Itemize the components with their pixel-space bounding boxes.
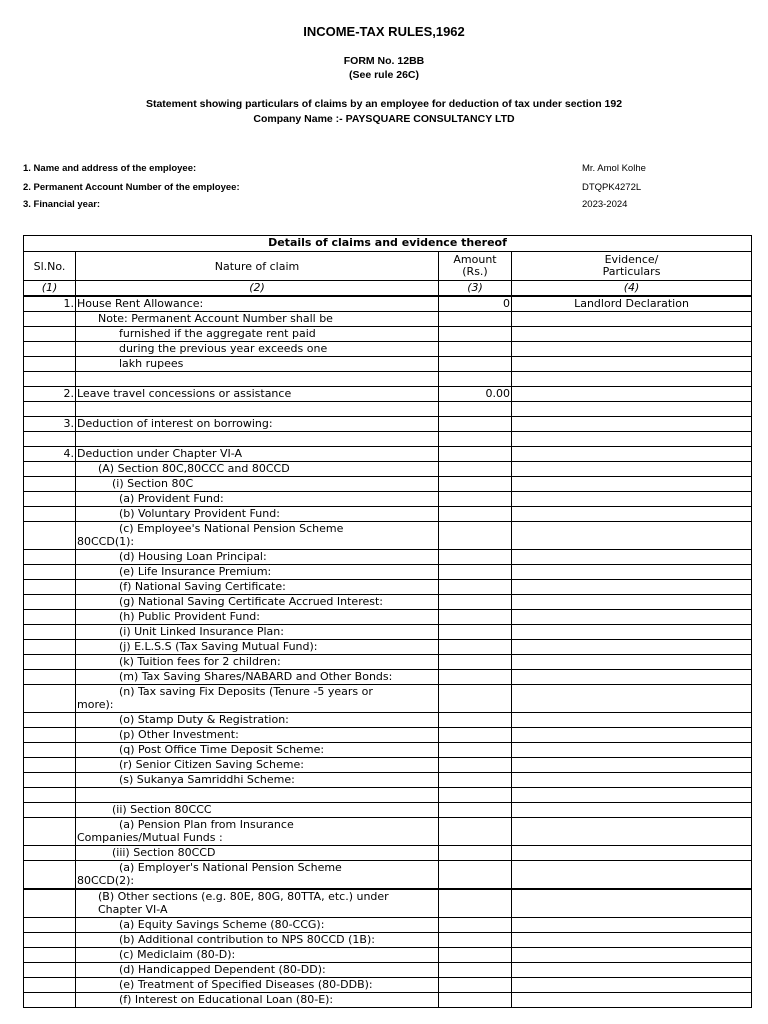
claim-amount	[439, 492, 512, 507]
claim-nature: (s) Sukanya Samriddhi Scheme:	[76, 773, 439, 788]
table-row	[24, 743, 752, 758]
claim-slno	[24, 773, 76, 788]
claim-amount	[439, 889, 512, 918]
claim-evidence	[512, 933, 752, 948]
claim-evidence: Landlord Declaration	[512, 296, 752, 312]
claim-nature: Deduction of interest on borrowing:	[76, 417, 439, 432]
claim-slno	[24, 978, 76, 993]
claim-nature: (o) Stamp Duty & Registration:	[76, 713, 439, 728]
column-number-1: (1)	[24, 281, 76, 297]
claim-slno	[24, 713, 76, 728]
claim-amount: 0	[439, 296, 512, 312]
claim-amount: 0.00	[439, 387, 512, 402]
claim-evidence	[512, 342, 752, 357]
claim-nature: (k) Tuition fees for 2 children:	[76, 655, 439, 670]
claim-evidence	[512, 595, 752, 610]
claim-evidence	[512, 918, 752, 933]
claim-slno	[24, 595, 76, 610]
table-row	[24, 492, 752, 507]
claim-amount	[439, 477, 512, 492]
column-number-row	[24, 281, 752, 297]
claim-slno	[24, 372, 76, 387]
claim-slno	[24, 432, 76, 447]
claims-body	[24, 296, 752, 1008]
employee-name-label: 1. Name and address of the employee:	[23, 163, 197, 174]
statement-title: Statement showing particulars of claims by an employee for deduction of tax under section 192	[145, 98, 623, 110]
table-row	[24, 327, 752, 342]
table-row	[24, 846, 752, 861]
claim-nature	[76, 432, 439, 447]
table-row	[24, 818, 752, 846]
claim-evidence	[512, 312, 752, 327]
claim-slno: 4.	[24, 447, 76, 462]
claim-evidence	[512, 803, 752, 818]
claim-evidence	[512, 462, 752, 477]
claim-slno	[24, 846, 76, 861]
claim-amount	[439, 357, 512, 372]
claim-slno	[24, 625, 76, 640]
claim-evidence	[512, 640, 752, 655]
claim-amount	[439, 685, 512, 713]
claim-nature: (g) National Saving Certificate Accrued Interest:	[76, 595, 439, 610]
table-row	[24, 728, 752, 743]
claim-amount	[439, 327, 512, 342]
claim-slno	[24, 670, 76, 685]
claim-slno: 3.	[24, 417, 76, 432]
claim-amount	[439, 432, 512, 447]
claim-amount	[439, 342, 512, 357]
claim-evidence	[512, 565, 752, 580]
claims-table	[23, 235, 752, 1008]
claim-slno	[24, 933, 76, 948]
claim-amount	[439, 312, 512, 327]
claim-amount	[439, 655, 512, 670]
claim-slno	[24, 743, 76, 758]
claim-evidence	[512, 685, 752, 713]
claim-nature: (a) Provident Fund:	[76, 492, 439, 507]
table-row	[24, 432, 752, 447]
column-number-2: (2)	[76, 281, 439, 297]
claim-nature: (i) Unit Linked Insurance Plan:	[76, 625, 439, 640]
claim-slno	[24, 565, 76, 580]
claim-nature: (e) Treatment of Specified Diseases (80-DDB):	[76, 978, 439, 993]
table-row	[24, 655, 752, 670]
claim-evidence	[512, 432, 752, 447]
claim-evidence	[512, 655, 752, 670]
claim-slno	[24, 788, 76, 803]
claim-slno	[24, 357, 76, 372]
claim-evidence	[512, 993, 752, 1008]
rule-reference: (See rule 26C)	[348, 69, 420, 81]
claim-nature: (d) Housing Loan Principal:	[76, 550, 439, 565]
claim-evidence	[512, 670, 752, 685]
claim-nature: (m) Tax Saving Shares/NABARD and Other Bonds:	[76, 670, 439, 685]
claim-slno	[24, 655, 76, 670]
table-row	[24, 565, 752, 580]
claim-nature: (d) Handicapped Dependent (80-DD):	[76, 963, 439, 978]
table-row	[24, 372, 752, 387]
table-row	[24, 948, 752, 963]
claim-evidence	[512, 625, 752, 640]
claim-nature: (j) E.L.S.S (Tax Saving Mutual Fund):	[76, 640, 439, 655]
claim-evidence	[512, 492, 752, 507]
table-row	[24, 477, 752, 492]
table-row	[24, 963, 752, 978]
claim-amount	[439, 963, 512, 978]
employee-pan-label: 2. Permanent Account Number of the employee:	[23, 182, 240, 193]
claim-amount	[439, 580, 512, 595]
claim-nature: (b) Voluntary Provident Fund:	[76, 507, 439, 522]
claim-amount	[439, 670, 512, 685]
table-row	[24, 861, 752, 890]
table-row	[24, 713, 752, 728]
claim-evidence	[512, 477, 752, 492]
claim-amount	[439, 803, 512, 818]
claim-slno	[24, 889, 76, 918]
claim-evidence	[512, 861, 752, 890]
claim-amount	[439, 728, 512, 743]
claim-amount	[439, 625, 512, 640]
company-name: Company Name :- PAYSQUARE CONSULTANCY LTD	[253, 113, 515, 125]
claim-amount	[439, 788, 512, 803]
claim-nature: furnished if the aggregate rent paid	[76, 327, 439, 342]
claim-slno	[24, 507, 76, 522]
form-act-title: INCOME-TAX RULES,1962	[303, 24, 465, 39]
table-row	[24, 670, 752, 685]
table-row	[24, 773, 752, 788]
table-row	[24, 402, 752, 417]
claim-amount	[439, 743, 512, 758]
claim-slno	[24, 803, 76, 818]
claim-evidence	[512, 713, 752, 728]
claim-evidence	[512, 447, 752, 462]
claim-nature: during the previous year exceeds one	[76, 342, 439, 357]
claim-slno	[24, 993, 76, 1008]
claim-amount	[439, 846, 512, 861]
table-row	[24, 918, 752, 933]
column-number-4: (4)	[512, 281, 752, 297]
column-header-slno: Sl.No.	[24, 252, 76, 281]
table-row	[24, 417, 752, 432]
claim-amount	[439, 713, 512, 728]
claim-amount	[439, 861, 512, 890]
claim-slno	[24, 522, 76, 550]
claim-slno	[24, 580, 76, 595]
claim-nature: Leave travel concessions or assistance	[76, 387, 439, 402]
claim-slno	[24, 861, 76, 890]
claim-evidence	[512, 743, 752, 758]
table-row	[24, 758, 752, 773]
form-number: FORM No. 12BB	[343, 55, 425, 67]
claim-amount	[439, 462, 512, 477]
claim-slno	[24, 948, 76, 963]
claim-slno	[24, 728, 76, 743]
claim-nature	[76, 402, 439, 417]
claim-evidence	[512, 402, 752, 417]
employee-pan-value: DTQPK4272L	[582, 182, 642, 193]
table-row	[24, 447, 752, 462]
claim-nature: (p) Other Investment:	[76, 728, 439, 743]
claim-slno	[24, 758, 76, 773]
claim-slno	[24, 818, 76, 846]
claim-nature: (r) Senior Citizen Saving Scheme:	[76, 758, 439, 773]
claim-nature	[76, 372, 439, 387]
claim-evidence	[512, 610, 752, 625]
claim-amount	[439, 372, 512, 387]
claim-amount	[439, 773, 512, 788]
table-row	[24, 550, 752, 565]
claim-nature: Note: Permanent Account Number shall be	[76, 312, 439, 327]
claim-nature: (c) Mediclaim (80-D):	[76, 948, 439, 963]
claims-caption: Details of claims and evidence thereof	[24, 236, 752, 252]
claim-nature: (q) Post Office Time Deposit Scheme:	[76, 743, 439, 758]
claim-amount	[439, 993, 512, 1008]
claim-nature: (a) Equity Savings Scheme (80-CCG):	[76, 918, 439, 933]
claim-nature: House Rent Allowance:	[76, 296, 439, 312]
claim-nature: (iii) Section 80CCD	[76, 846, 439, 861]
claim-nature: (B) Other sections (e.g. 80E, 80G, 80TTA, etc.) under Chapter VI-A	[76, 889, 439, 918]
claim-evidence	[512, 963, 752, 978]
employee-name-value: Mr. Amol Kolhe	[582, 163, 646, 174]
table-row	[24, 640, 752, 655]
claim-evidence	[512, 728, 752, 743]
column-header-amount: Amount (Rs.)	[439, 252, 512, 281]
claim-amount	[439, 507, 512, 522]
table-row	[24, 803, 752, 818]
claim-slno	[24, 312, 76, 327]
claim-nature: (ii) Section 80CCC	[76, 803, 439, 818]
claim-nature: lakh rupees	[76, 357, 439, 372]
claim-nature: (h) Public Provident Fund:	[76, 610, 439, 625]
claim-nature: Deduction under Chapter VI-A	[76, 447, 439, 462]
claim-evidence	[512, 758, 752, 773]
claim-amount	[439, 447, 512, 462]
claim-evidence	[512, 788, 752, 803]
table-row	[24, 993, 752, 1008]
claim-slno	[24, 685, 76, 713]
claim-slno: 2.	[24, 387, 76, 402]
claim-evidence	[512, 818, 752, 846]
table-row	[24, 788, 752, 803]
financial-year-label: 3. Financial year:	[23, 199, 101, 210]
claim-nature: (e) Life Insurance Premium:	[76, 565, 439, 580]
claim-amount	[439, 948, 512, 963]
column-number-3: (3)	[439, 281, 512, 297]
table-row	[24, 357, 752, 372]
claim-nature: (A) Section 80C,80CCC and 80CCD	[76, 462, 439, 477]
table-row	[24, 522, 752, 550]
claim-evidence	[512, 522, 752, 550]
claim-slno	[24, 963, 76, 978]
table-row	[24, 625, 752, 640]
claim-nature: (c) Employee's National Pension Scheme 80CCD(1):	[76, 522, 439, 550]
claim-evidence	[512, 889, 752, 918]
table-row	[24, 685, 752, 713]
claim-nature	[76, 788, 439, 803]
table-row	[24, 580, 752, 595]
claim-slno	[24, 550, 76, 565]
column-header-nature: Nature of claim	[76, 252, 439, 281]
table-row	[24, 610, 752, 625]
table-row	[24, 595, 752, 610]
claim-evidence	[512, 978, 752, 993]
claim-evidence	[512, 580, 752, 595]
column-header-row	[24, 252, 752, 281]
claim-evidence	[512, 507, 752, 522]
claim-slno	[24, 342, 76, 357]
claim-amount	[439, 522, 512, 550]
table-row	[24, 296, 752, 312]
claim-amount	[439, 565, 512, 580]
claim-slno	[24, 492, 76, 507]
claim-amount	[439, 595, 512, 610]
claim-slno	[24, 610, 76, 625]
table-row	[24, 312, 752, 327]
claim-slno	[24, 402, 76, 417]
claim-nature: (f) Interest on Educational Loan (80-E):	[76, 993, 439, 1008]
table-row	[24, 342, 752, 357]
claim-amount	[439, 417, 512, 432]
table-row	[24, 933, 752, 948]
claim-slno	[24, 640, 76, 655]
table-row	[24, 462, 752, 477]
claim-amount	[439, 402, 512, 417]
claim-evidence	[512, 948, 752, 963]
claim-evidence	[512, 372, 752, 387]
table-row	[24, 978, 752, 993]
claim-nature: (a) Pension Plan from Insurance Companies/Mutual Funds :	[76, 818, 439, 846]
financial-year-value: 2023-2024	[582, 199, 628, 210]
claim-evidence	[512, 327, 752, 342]
claim-nature: (f) National Saving Certificate:	[76, 580, 439, 595]
claim-slno	[24, 327, 76, 342]
claim-nature: (a) Employer's National Pension Scheme 80CCD(2):	[76, 861, 439, 890]
claim-slno: 1.	[24, 296, 76, 312]
claim-amount	[439, 640, 512, 655]
claim-nature: (n) Tax saving Fix Deposits (Tenure -5 years or more):	[76, 685, 439, 713]
claim-evidence	[512, 846, 752, 861]
claims-caption-row	[24, 236, 752, 252]
claim-evidence	[512, 550, 752, 565]
claim-amount	[439, 550, 512, 565]
claim-amount	[439, 933, 512, 948]
claim-amount	[439, 758, 512, 773]
claim-amount	[439, 610, 512, 625]
claim-nature: (b) Additional contribution to NPS 80CCD (1B):	[76, 933, 439, 948]
claim-evidence	[512, 773, 752, 788]
table-row	[24, 387, 752, 402]
claim-amount	[439, 818, 512, 846]
claim-amount	[439, 978, 512, 993]
claim-slno	[24, 477, 76, 492]
column-header-evidence: Evidence/ Particulars	[512, 252, 752, 281]
claim-evidence	[512, 387, 752, 402]
claim-slno	[24, 462, 76, 477]
table-row	[24, 889, 752, 918]
claim-evidence	[512, 357, 752, 372]
table-row	[24, 507, 752, 522]
claim-slno	[24, 918, 76, 933]
claim-amount	[439, 918, 512, 933]
claim-nature: (i) Section 80C	[76, 477, 439, 492]
claim-evidence	[512, 417, 752, 432]
